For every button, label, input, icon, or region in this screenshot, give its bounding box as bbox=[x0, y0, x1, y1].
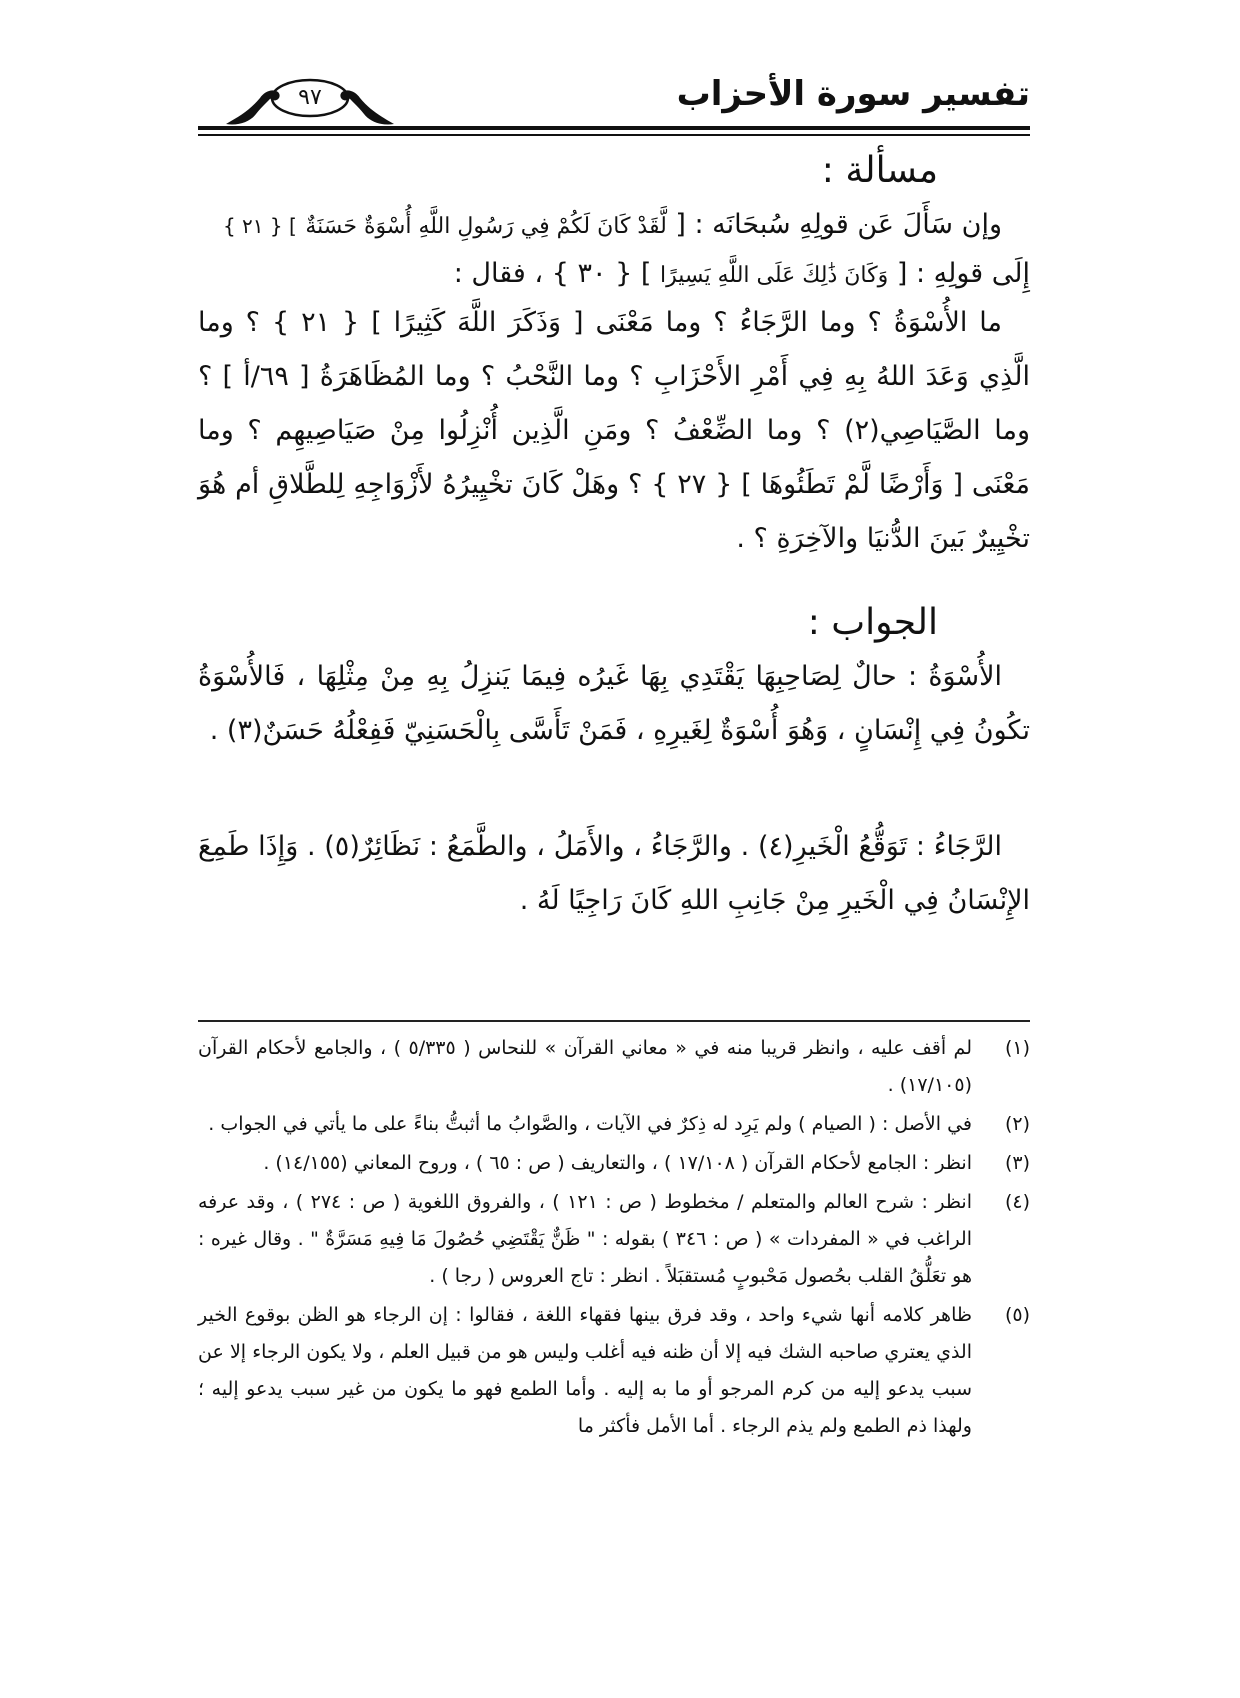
footnote-separator bbox=[198, 1020, 1030, 1022]
footnote-number: (٢) bbox=[1004, 1113, 1030, 1135]
page-header bbox=[198, 70, 1030, 140]
footnote-5 bbox=[198, 1297, 1030, 1445]
answer-paragraph-1 bbox=[198, 650, 1030, 758]
answer-text-2: الرَّجَاءُ : تَوَقُّعُ الْخَيرِ(٤) . والرَّجَاءُ ، والأَمَلُ ، والطَّمَعُ : نَظَائِرٌ(٥) . وَإِذَا طَمِعَ الإِنْسَانُ فِي الْخَيرِ مِنْ جَانِبِ اللهِ كَانَ رَاجِيًا لَهُ . bbox=[198, 831, 1030, 916]
footnote-text: ظاهر كلامه أنها شيء واحد ، وقد فرق بينها فقهاء اللغة ، فقالوا : إن الرجاء هو الظن بوقوع الخير الذي يعتري صاحبه الشك فيه إلا أن ظنه فيه أغلب وليس هو من قبيل العلم ، ولا يكون الرجاء إلا عن سبب يدعو إليه من كرم المرجو أو ما به إليه . وأما الطمع فهو ما يكون من غير سبب يدعو إليه ؛ ولهذا ذم الطمع ولم يذم الرجاء . أما الأمل فأكثر ما bbox=[198, 1304, 972, 1437]
answer-text-1: الأُسْوَةُ : حالٌ لِصَاحِبِهَا يَقْتَدِي بِهَا غَيرُه فِيمَا يَنزِلُ بِهِ مِنْ مِثْلِهَا ، فَالأُسْوَةُ تكُونُ فِي إِنْسَانٍ ، وَهُوَ أُسْوَةٌ لِغَيرِهِ ، فَمَنْ تَأَسَّى بِالْحَسَنِيّ فَفِعْلُهُ حَسَنٌ(٣) . bbox=[198, 661, 1030, 746]
page-number: ٩٧ bbox=[298, 85, 322, 110]
question-heading: مسألة : bbox=[821, 150, 938, 191]
answer-heading: الجواب : bbox=[807, 602, 938, 643]
question-body bbox=[198, 296, 1030, 566]
question-text-2: إِلَى قولِهِ : [ bbox=[896, 258, 1030, 289]
footnote-3 bbox=[198, 1145, 1030, 1182]
verse-2: وَكَانَ ذَٰلِكَ عَلَى اللَّهِ يَسِيرًا bbox=[659, 263, 889, 288]
header-rule-thin bbox=[198, 134, 1030, 136]
verse-ref-2: ] { ٣٠ } ، فقال : bbox=[453, 258, 652, 289]
footnote-text: في الأصل : ( الصيام ) ولم يَرِد له ذِكرٌ في الآيات ، والصَّوابُ ما أثبتُّ بناءً على ما يأتي في الجواب . bbox=[208, 1113, 972, 1135]
footnote-2 bbox=[198, 1106, 1030, 1143]
question-text-1: وإن سَأَلَ عَن قولِهِ سُبحَانَه : [ bbox=[675, 209, 1002, 240]
question-body-text: ما الأُسْوَةُ ؟ وما الرَّجَاءُ ؟ وما مَعْنَى [ وَذَكَرَ اللَّهَ كَثِيرًا ] { ٢١ } ؟ وما الَّذِي وَعَدَ اللهُ بِهِ فِي أَمْرِ الأَحْزَابِ ؟ وما النَّحْبُ ؟ وما المُظَاهَرَةُ [ ٦٩/أ ] ؟ وما الصَّيَاصِي(٢) ؟ وما الضِّعْفُ ؟ ومَنِ الَّذِين أُنْزِلُوا مِنْ صَيَاصِيهِم ؟ وما مَعْنَى [ وَأَرْضًا لَّمْ تَطَئُوهَا ] { ٢٧ } ؟ وهَلْ كَانَ تخْيِيرُهُ لأَزْوَاجِهِ لِلطَّلاقِ أم هُوَ تخْيِيرٌ بَينَ الدُّنيَا والآخِرَةِ ؟ . bbox=[198, 307, 1030, 554]
footnote-4 bbox=[198, 1184, 1030, 1295]
footnote-number: (٣) bbox=[1004, 1152, 1030, 1174]
question-paragraph bbox=[198, 198, 1030, 566]
footnote-1 bbox=[198, 1030, 1030, 1104]
verse-ref-1: ] { ٢١ } bbox=[222, 214, 297, 238]
footnote-text: انظر : الجامع لأحكام القرآن ( ١٧/١٠٨ ) ، والتعاريف ( ص : ٦٥ ) ، وروح المعاني (١٤/١٥٥) . bbox=[263, 1152, 972, 1174]
page-title: تفسير سورة الأحزاب bbox=[676, 74, 1030, 114]
footnote-number: (٥) bbox=[1004, 1304, 1030, 1326]
question-intro-line1 bbox=[198, 198, 1030, 254]
answer-paragraph-2 bbox=[198, 820, 1030, 928]
footnote-text: لم أقف عليه ، وانظر قريبا منه في « معاني القرآن » للنحاس ( ٥/٣٣٥ ) ، والجامع لأحكام القرآن (١٧/١٠٥) . bbox=[198, 1037, 972, 1096]
footnote-text: انظر : شرح العالم والمتعلم / مخطوط ( ص : ١٢١ ) ، والفروق اللغوية ( ص : ٢٧٤ ) ، وقد عرفه الراغب في « المفردات » ( ص : ٣٤٦ ) بقوله : " ظَنٌّ يَقْتَضِي حُصُولَ مَا فِيهِ مَسَرَّةٌ " . وقال غيره : هو تعَلُّقُ القلب بحُصول مَحْبوبٍ مُستقبَلاً . انظر : تاج العروس ( رجا ) . bbox=[198, 1191, 972, 1287]
header-rule bbox=[198, 126, 1030, 130]
footnotes bbox=[198, 1030, 1030, 1447]
verse-1: لَّقَدْ كَانَ لَكُمْ فِي رَسُولِ اللَّهِ أُسْوَةٌ حَسَنَةٌ bbox=[305, 214, 667, 239]
footnote-number: (١) bbox=[1004, 1037, 1030, 1059]
question-intro-line2 bbox=[198, 254, 1030, 296]
footnote-number: (٤) bbox=[1004, 1191, 1030, 1213]
